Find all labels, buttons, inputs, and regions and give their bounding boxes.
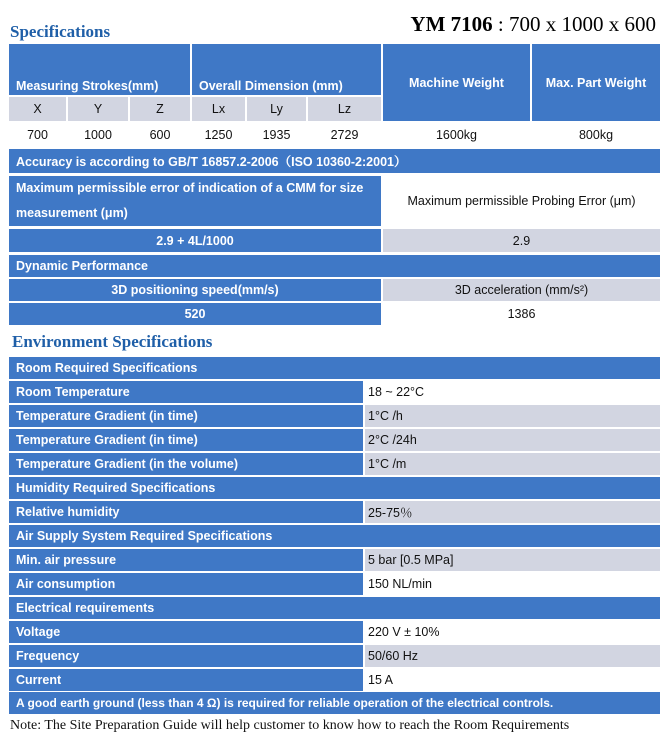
environment-title: Environment Specifications	[12, 332, 213, 351]
axis-label-z: Z	[130, 97, 190, 121]
acceleration-label: 3D acceleration (mm/s²)	[383, 279, 660, 301]
env-row-label: Current	[9, 669, 363, 691]
env-row-label: Min. air pressure	[9, 549, 363, 571]
axis-label-lx: Lx	[192, 97, 245, 121]
env-row-label: Frequency	[9, 645, 363, 667]
speed-value: 520	[9, 303, 381, 325]
header-overall-dimension: Overall Dimension (mm)	[192, 44, 381, 95]
env-row-label: Temperature Gradient (in time)	[9, 405, 363, 427]
env-row-value: 220 V ± 10%	[365, 621, 660, 643]
env-row-value: 1°C /m	[365, 453, 660, 475]
value-x: 700	[9, 123, 66, 147]
value-lx: 1250	[192, 123, 245, 147]
axis-label-x: X	[9, 97, 66, 121]
env-row-value: 150 NL/min	[365, 573, 660, 595]
mpe-size-label: Maximum permissible error of indication of a CMM for size measurement (μm)	[9, 176, 381, 226]
speed-label: 3D positioning speed(mm/s)	[9, 279, 381, 301]
mpe-probing-value: 2.9	[383, 229, 660, 252]
header-max-part-weight: Max. Part Weight	[532, 44, 660, 121]
env-row-value: 25-75％	[365, 501, 660, 523]
env-section-header: Room Required Specifications	[9, 357, 660, 379]
env-row-label: Relative humidity	[9, 501, 363, 523]
header-machine-weight: Machine Weight	[383, 44, 530, 121]
axis-label-y: Y	[68, 97, 128, 121]
env-row-value: 1°C /h	[365, 405, 660, 427]
env-row-label: Temperature Gradient (in time)	[9, 429, 363, 451]
env-row-label: Room Temperature	[9, 381, 363, 403]
model-code: YM 7106	[410, 12, 493, 36]
model-heading	[410, 12, 656, 37]
env-row-value: 2°C /24h	[365, 429, 660, 451]
value-ly: 1935	[247, 123, 306, 147]
env-row-label: Voltage	[9, 621, 363, 643]
ground-note: A good earth ground (less than 4 Ω) is required for reliable operation of the electrical controls.	[9, 692, 660, 714]
mpe-size-value: 2.9 + 4L/1000	[9, 229, 381, 252]
value-lz: 2729	[308, 123, 381, 147]
env-row-value: 18 ~ 22°C	[365, 381, 660, 403]
env-row-value: 15 A	[365, 669, 660, 691]
env-section-header: Electrical requirements	[9, 597, 660, 619]
value-y: 1000	[68, 123, 128, 147]
dynamic-performance-title: Dynamic Performance	[9, 255, 660, 277]
env-row-label: Air consumption	[9, 573, 363, 595]
value-z: 600	[130, 123, 190, 147]
footer-note: Note: The Site Preparation Guide will help customer to know how to reach the Room Requirements	[10, 718, 570, 733]
env-section-header: Air Supply System Required Specifications	[9, 525, 660, 547]
header-measuring-strokes: Measuring Strokes(mm)	[9, 44, 190, 95]
specifications-title: Specifications	[10, 22, 111, 41]
accuracy-note: Accuracy is according to GB/T 16857.2-2006（ISO 10360-2:2001）	[9, 149, 660, 173]
value-machine-weight: 1600kg	[383, 123, 530, 147]
env-row-label: Temperature Gradient (in the volume)	[9, 453, 363, 475]
axis-label-ly: Ly	[247, 97, 306, 121]
env-row-value: 50/60 Hz	[365, 645, 660, 667]
axis-label-lz: Lz	[308, 97, 381, 121]
mpe-probing-label: Maximum permissible Probing Error (μm)	[383, 176, 660, 226]
value-max-part-weight: 800kg	[532, 123, 660, 147]
env-row-value: 5 bar [0.5 MPa]	[365, 549, 660, 571]
env-section-header: Humidity Required Specifications	[9, 477, 660, 499]
model-dimensions: : 700 x 1000 x 600	[492, 12, 656, 36]
acceleration-value: 1386	[383, 303, 660, 325]
